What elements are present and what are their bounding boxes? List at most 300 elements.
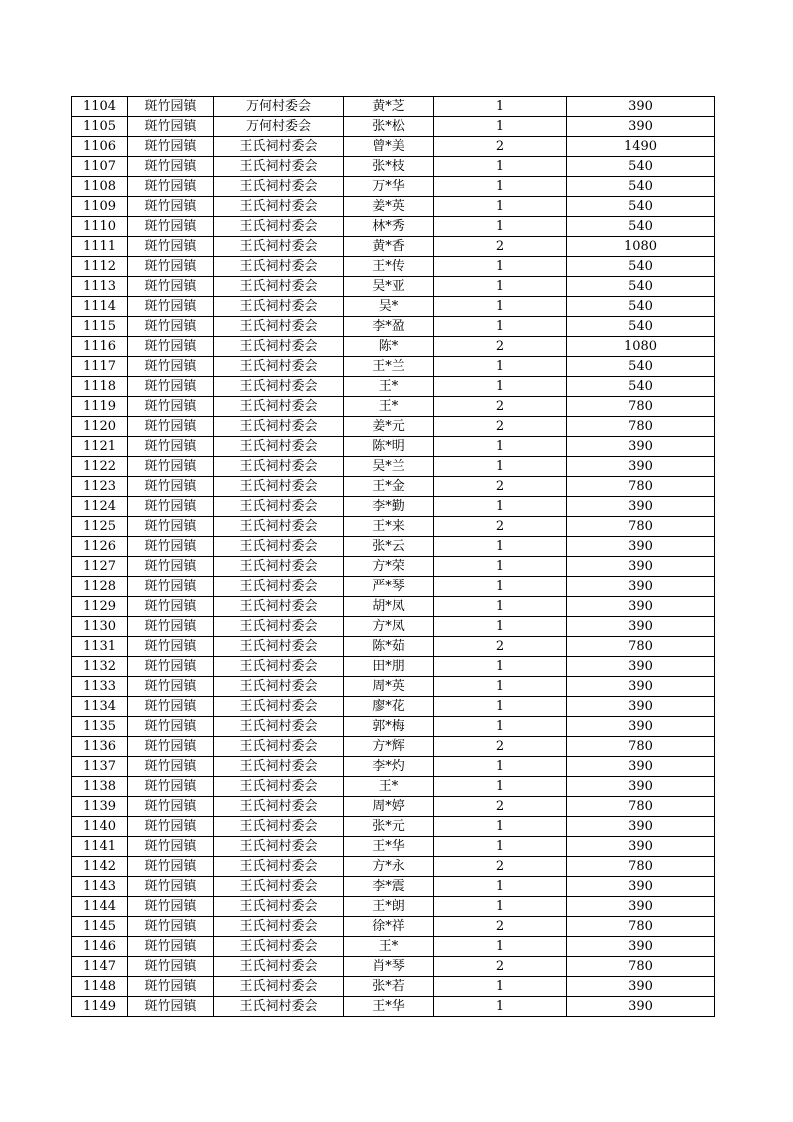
- household-count-cell: 1: [434, 257, 567, 277]
- row-number-cell: 1139: [72, 797, 128, 817]
- table-row: [72, 777, 715, 797]
- village-committee-cell: 王氏祠村委会: [214, 957, 344, 977]
- table-row: [72, 637, 715, 657]
- village-committee-cell: 王氏祠村委会: [214, 997, 344, 1017]
- name-cell: 李*盈: [344, 317, 434, 337]
- table-row: [72, 257, 715, 277]
- town-cell: 斑竹园镇: [128, 577, 214, 597]
- household-count-cell: 1: [434, 157, 567, 177]
- household-count-cell: 2: [434, 737, 567, 757]
- name-cell: 张*若: [344, 977, 434, 997]
- household-count-cell: 1: [434, 277, 567, 297]
- household-count-cell: 1: [434, 877, 567, 897]
- household-count-cell: 1: [434, 317, 567, 337]
- amount-cell: 390: [567, 877, 715, 897]
- household-count-cell: 2: [434, 237, 567, 257]
- village-committee-cell: 王氏祠村委会: [214, 237, 344, 257]
- amount-cell: 1080: [567, 237, 715, 257]
- name-cell: 王*华: [344, 837, 434, 857]
- village-committee-cell: 王氏祠村委会: [214, 477, 344, 497]
- row-number-cell: 1108: [72, 177, 128, 197]
- village-committee-cell: 王氏祠村委会: [214, 597, 344, 617]
- household-count-cell: 2: [434, 957, 567, 977]
- table-row: [72, 617, 715, 637]
- table-row: [72, 157, 715, 177]
- table-row: [72, 537, 715, 557]
- table-row: [72, 457, 715, 477]
- row-number-cell: 1133: [72, 677, 128, 697]
- town-cell: 斑竹园镇: [128, 537, 214, 557]
- household-count-cell: 2: [434, 517, 567, 537]
- town-cell: 斑竹园镇: [128, 397, 214, 417]
- table-row: [72, 197, 715, 217]
- row-number-cell: 1135: [72, 717, 128, 737]
- village-committee-cell: 王氏祠村委会: [214, 197, 344, 217]
- amount-cell: 780: [567, 797, 715, 817]
- household-count-cell: 1: [434, 977, 567, 997]
- amount-cell: 390: [567, 577, 715, 597]
- household-count-cell: 1: [434, 177, 567, 197]
- town-cell: 斑竹园镇: [128, 557, 214, 577]
- table-row: [72, 737, 715, 757]
- amount-cell: 540: [567, 217, 715, 237]
- village-committee-cell: 王氏祠村委会: [214, 277, 344, 297]
- village-committee-cell: 王氏祠村委会: [214, 697, 344, 717]
- row-number-cell: 1147: [72, 957, 128, 977]
- name-cell: 方*凤: [344, 617, 434, 637]
- town-cell: 斑竹园镇: [128, 897, 214, 917]
- table-row: [72, 677, 715, 697]
- amount-cell: 390: [567, 457, 715, 477]
- table-row: [72, 657, 715, 677]
- table-row: [72, 857, 715, 877]
- village-committee-cell: 王氏祠村委会: [214, 317, 344, 337]
- table-row: [72, 497, 715, 517]
- town-cell: 斑竹园镇: [128, 237, 214, 257]
- household-count-cell: 1: [434, 457, 567, 477]
- amount-cell: 390: [567, 717, 715, 737]
- row-number-cell: 1115: [72, 317, 128, 337]
- name-cell: 廖*花: [344, 697, 434, 717]
- row-number-cell: 1120: [72, 417, 128, 437]
- town-cell: 斑竹园镇: [128, 277, 214, 297]
- name-cell: 陈*明: [344, 437, 434, 457]
- amount-cell: 390: [567, 817, 715, 837]
- name-cell: 张*松: [344, 117, 434, 137]
- household-count-cell: 2: [434, 797, 567, 817]
- amount-cell: 780: [567, 637, 715, 657]
- row-number-cell: 1144: [72, 897, 128, 917]
- town-cell: 斑竹园镇: [128, 377, 214, 397]
- name-cell: 万*华: [344, 177, 434, 197]
- household-count-cell: 1: [434, 997, 567, 1017]
- village-committee-cell: 王氏祠村委会: [214, 917, 344, 937]
- amount-cell: 390: [567, 537, 715, 557]
- amount-cell: 780: [567, 857, 715, 877]
- table-row: [72, 957, 715, 977]
- table-row: [72, 797, 715, 817]
- household-count-cell: 2: [434, 477, 567, 497]
- village-committee-cell: 王氏祠村委会: [214, 457, 344, 477]
- name-cell: 李*震: [344, 877, 434, 897]
- town-cell: 斑竹园镇: [128, 857, 214, 877]
- amount-cell: 780: [567, 917, 715, 937]
- town-cell: 斑竹园镇: [128, 817, 214, 837]
- name-cell: 曾*美: [344, 137, 434, 157]
- village-committee-cell: 王氏祠村委会: [214, 297, 344, 317]
- household-count-cell: 1: [434, 557, 567, 577]
- name-cell: 方*荣: [344, 557, 434, 577]
- amount-cell: 390: [567, 557, 715, 577]
- amount-cell: 390: [567, 837, 715, 857]
- village-committee-cell: 王氏祠村委会: [214, 177, 344, 197]
- name-cell: 张*枝: [344, 157, 434, 177]
- data-table: [71, 96, 715, 1017]
- table-row: [72, 177, 715, 197]
- name-cell: 王*来: [344, 517, 434, 537]
- row-number-cell: 1104: [72, 97, 128, 117]
- table-row: [72, 577, 715, 597]
- household-count-cell: 2: [434, 917, 567, 937]
- name-cell: 王*: [344, 937, 434, 957]
- household-count-cell: 1: [434, 197, 567, 217]
- row-number-cell: 1131: [72, 637, 128, 657]
- town-cell: 斑竹园镇: [128, 437, 214, 457]
- town-cell: 斑竹园镇: [128, 597, 214, 617]
- town-cell: 斑竹园镇: [128, 357, 214, 377]
- village-committee-cell: 王氏祠村委会: [214, 757, 344, 777]
- village-committee-cell: 王氏祠村委会: [214, 637, 344, 657]
- town-cell: 斑竹园镇: [128, 797, 214, 817]
- row-number-cell: 1124: [72, 497, 128, 517]
- village-committee-cell: 王氏祠村委会: [214, 937, 344, 957]
- village-committee-cell: 王氏祠村委会: [214, 877, 344, 897]
- household-count-cell: 1: [434, 657, 567, 677]
- row-number-cell: 1109: [72, 197, 128, 217]
- town-cell: 斑竹园镇: [128, 757, 214, 777]
- row-number-cell: 1107: [72, 157, 128, 177]
- household-count-cell: 1: [434, 597, 567, 617]
- village-committee-cell: 王氏祠村委会: [214, 977, 344, 997]
- table-row: [72, 217, 715, 237]
- row-number-cell: 1117: [72, 357, 128, 377]
- amount-cell: 540: [567, 317, 715, 337]
- town-cell: 斑竹园镇: [128, 637, 214, 657]
- name-cell: 周*英: [344, 677, 434, 697]
- name-cell: 王*: [344, 397, 434, 417]
- amount-cell: 780: [567, 417, 715, 437]
- town-cell: 斑竹园镇: [128, 617, 214, 637]
- village-committee-cell: 王氏祠村委会: [214, 157, 344, 177]
- row-number-cell: 1132: [72, 657, 128, 677]
- amount-cell: 390: [567, 977, 715, 997]
- amount-cell: 390: [567, 697, 715, 717]
- village-committee-cell: 王氏祠村委会: [214, 417, 344, 437]
- table-row: [72, 97, 715, 117]
- amount-cell: 390: [567, 657, 715, 677]
- row-number-cell: 1134: [72, 697, 128, 717]
- household-count-cell: 1: [434, 777, 567, 797]
- town-cell: 斑竹园镇: [128, 137, 214, 157]
- name-cell: 王*: [344, 377, 434, 397]
- town-cell: 斑竹园镇: [128, 937, 214, 957]
- town-cell: 斑竹园镇: [128, 317, 214, 337]
- household-count-cell: 2: [434, 637, 567, 657]
- table-row: [72, 377, 715, 397]
- household-count-cell: 1: [434, 297, 567, 317]
- name-cell: 周*婷: [344, 797, 434, 817]
- table-row: [72, 717, 715, 737]
- household-count-cell: 1: [434, 537, 567, 557]
- name-cell: 姜*元: [344, 417, 434, 437]
- table-row: [72, 977, 715, 997]
- household-count-cell: 2: [434, 137, 567, 157]
- name-cell: 张*元: [344, 817, 434, 837]
- household-count-cell: 1: [434, 817, 567, 837]
- name-cell: 田*朋: [344, 657, 434, 677]
- town-cell: 斑竹园镇: [128, 497, 214, 517]
- table-row: [72, 297, 715, 317]
- amount-cell: 390: [567, 937, 715, 957]
- table-row: [72, 137, 715, 157]
- amount-cell: 540: [567, 257, 715, 277]
- name-cell: 王*传: [344, 257, 434, 277]
- amount-cell: 780: [567, 477, 715, 497]
- table-row: [72, 557, 715, 577]
- amount-cell: 540: [567, 277, 715, 297]
- household-count-cell: 2: [434, 857, 567, 877]
- town-cell: 斑竹园镇: [128, 697, 214, 717]
- town-cell: 斑竹园镇: [128, 337, 214, 357]
- row-number-cell: 1105: [72, 117, 128, 137]
- row-number-cell: 1114: [72, 297, 128, 317]
- row-number-cell: 1129: [72, 597, 128, 617]
- household-count-cell: 2: [434, 397, 567, 417]
- household-count-cell: 1: [434, 437, 567, 457]
- amount-cell: 390: [567, 897, 715, 917]
- town-cell: 斑竹园镇: [128, 217, 214, 237]
- name-cell: 陈*: [344, 337, 434, 357]
- household-count-cell: 2: [434, 337, 567, 357]
- name-cell: 吴*兰: [344, 457, 434, 477]
- name-cell: 黄*香: [344, 237, 434, 257]
- town-cell: 斑竹园镇: [128, 297, 214, 317]
- name-cell: 方*永: [344, 857, 434, 877]
- row-number-cell: 1121: [72, 437, 128, 457]
- name-cell: 胡*凤: [344, 597, 434, 617]
- table-row: [72, 917, 715, 937]
- row-number-cell: 1106: [72, 137, 128, 157]
- village-committee-cell: 王氏祠村委会: [214, 357, 344, 377]
- table-row: [72, 757, 715, 777]
- town-cell: 斑竹园镇: [128, 717, 214, 737]
- table-row: [72, 697, 715, 717]
- village-committee-cell: 王氏祠村委会: [214, 617, 344, 637]
- village-committee-cell: 王氏祠村委会: [214, 577, 344, 597]
- amount-cell: 390: [567, 757, 715, 777]
- row-number-cell: 1145: [72, 917, 128, 937]
- row-number-cell: 1112: [72, 257, 128, 277]
- amount-cell: 780: [567, 517, 715, 537]
- name-cell: 林*秀: [344, 217, 434, 237]
- town-cell: 斑竹园镇: [128, 197, 214, 217]
- table-row: [72, 477, 715, 497]
- town-cell: 斑竹园镇: [128, 977, 214, 997]
- amount-cell: 540: [567, 377, 715, 397]
- town-cell: 斑竹园镇: [128, 97, 214, 117]
- table-row: [72, 817, 715, 837]
- name-cell: 王*金: [344, 477, 434, 497]
- table-row: [72, 897, 715, 917]
- town-cell: 斑竹园镇: [128, 777, 214, 797]
- household-count-cell: 1: [434, 217, 567, 237]
- village-committee-cell: 王氏祠村委会: [214, 717, 344, 737]
- row-number-cell: 1127: [72, 557, 128, 577]
- amount-cell: 390: [567, 997, 715, 1017]
- name-cell: 徐*祥: [344, 917, 434, 937]
- town-cell: 斑竹园镇: [128, 117, 214, 137]
- table-row: [72, 317, 715, 337]
- town-cell: 斑竹园镇: [128, 457, 214, 477]
- row-number-cell: 1141: [72, 837, 128, 857]
- amount-cell: 540: [567, 157, 715, 177]
- name-cell: 王*华: [344, 997, 434, 1017]
- village-committee-cell: 王氏祠村委会: [214, 437, 344, 457]
- amount-cell: 390: [567, 597, 715, 617]
- village-committee-cell: 王氏祠村委会: [214, 797, 344, 817]
- household-count-cell: 1: [434, 677, 567, 697]
- household-count-cell: 2: [434, 417, 567, 437]
- household-count-cell: 1: [434, 897, 567, 917]
- row-number-cell: 1148: [72, 977, 128, 997]
- town-cell: 斑竹园镇: [128, 657, 214, 677]
- town-cell: 斑竹园镇: [128, 997, 214, 1017]
- amount-cell: 540: [567, 197, 715, 217]
- row-number-cell: 1111: [72, 237, 128, 257]
- village-committee-cell: 王氏祠村委会: [214, 537, 344, 557]
- amount-cell: 780: [567, 737, 715, 757]
- amount-cell: 780: [567, 397, 715, 417]
- table-row: [72, 417, 715, 437]
- table-row: [72, 597, 715, 617]
- village-committee-cell: 王氏祠村委会: [214, 557, 344, 577]
- table-row: [72, 877, 715, 897]
- table-row: [72, 277, 715, 297]
- amount-cell: 780: [567, 957, 715, 977]
- row-number-cell: 1140: [72, 817, 128, 837]
- row-number-cell: 1149: [72, 997, 128, 1017]
- name-cell: 王*朗: [344, 897, 434, 917]
- town-cell: 斑竹园镇: [128, 157, 214, 177]
- household-count-cell: 1: [434, 97, 567, 117]
- amount-cell: 540: [567, 177, 715, 197]
- household-count-cell: 1: [434, 357, 567, 377]
- name-cell: 黄*芝: [344, 97, 434, 117]
- table-row: [72, 337, 715, 357]
- village-committee-cell: 王氏祠村委会: [214, 677, 344, 697]
- row-number-cell: 1122: [72, 457, 128, 477]
- village-committee-cell: 王氏祠村委会: [214, 337, 344, 357]
- household-count-cell: 1: [434, 937, 567, 957]
- row-number-cell: 1116: [72, 337, 128, 357]
- village-committee-cell: 王氏祠村委会: [214, 817, 344, 837]
- row-number-cell: 1137: [72, 757, 128, 777]
- village-committee-cell: 王氏祠村委会: [214, 657, 344, 677]
- household-count-cell: 1: [434, 617, 567, 637]
- town-cell: 斑竹园镇: [128, 957, 214, 977]
- row-number-cell: 1128: [72, 577, 128, 597]
- household-count-cell: 1: [434, 697, 567, 717]
- amount-cell: 1490: [567, 137, 715, 157]
- amount-cell: 390: [567, 617, 715, 637]
- table-row: [72, 437, 715, 457]
- table-row: [72, 357, 715, 377]
- row-number-cell: 1123: [72, 477, 128, 497]
- amount-cell: 390: [567, 117, 715, 137]
- town-cell: 斑竹园镇: [128, 177, 214, 197]
- village-committee-cell: 万何村委会: [214, 97, 344, 117]
- amount-cell: 390: [567, 497, 715, 517]
- amount-cell: 390: [567, 97, 715, 117]
- row-number-cell: 1113: [72, 277, 128, 297]
- name-cell: 陈*茹: [344, 637, 434, 657]
- village-committee-cell: 王氏祠村委会: [214, 397, 344, 417]
- village-committee-cell: 王氏祠村委会: [214, 737, 344, 757]
- amount-cell: 540: [567, 357, 715, 377]
- table-row: [72, 837, 715, 857]
- town-cell: 斑竹园镇: [128, 917, 214, 937]
- name-cell: 吴*: [344, 297, 434, 317]
- name-cell: 张*云: [344, 537, 434, 557]
- village-committee-cell: 王氏祠村委会: [214, 137, 344, 157]
- amount-cell: 390: [567, 777, 715, 797]
- name-cell: 姜*英: [344, 197, 434, 217]
- village-committee-cell: 王氏祠村委会: [214, 217, 344, 237]
- table-row: [72, 997, 715, 1017]
- name-cell: 郭*梅: [344, 717, 434, 737]
- village-committee-cell: 王氏祠村委会: [214, 377, 344, 397]
- village-committee-cell: 王氏祠村委会: [214, 897, 344, 917]
- household-count-cell: 1: [434, 497, 567, 517]
- village-committee-cell: 王氏祠村委会: [214, 257, 344, 277]
- amount-cell: 1080: [567, 337, 715, 357]
- row-number-cell: 1138: [72, 777, 128, 797]
- table-row: [72, 237, 715, 257]
- table-body: [72, 97, 715, 1017]
- household-count-cell: 1: [434, 577, 567, 597]
- row-number-cell: 1126: [72, 537, 128, 557]
- row-number-cell: 1143: [72, 877, 128, 897]
- amount-cell: 390: [567, 437, 715, 457]
- town-cell: 斑竹园镇: [128, 877, 214, 897]
- village-committee-cell: 万何村委会: [214, 117, 344, 137]
- table-row: [72, 117, 715, 137]
- household-count-cell: 1: [434, 717, 567, 737]
- row-number-cell: 1118: [72, 377, 128, 397]
- town-cell: 斑竹园镇: [128, 737, 214, 757]
- row-number-cell: 1142: [72, 857, 128, 877]
- household-count-cell: 1: [434, 757, 567, 777]
- name-cell: 吴*亚: [344, 277, 434, 297]
- name-cell: 王*兰: [344, 357, 434, 377]
- village-committee-cell: 王氏祠村委会: [214, 777, 344, 797]
- row-number-cell: 1130: [72, 617, 128, 637]
- village-committee-cell: 王氏祠村委会: [214, 857, 344, 877]
- name-cell: 王*: [344, 777, 434, 797]
- town-cell: 斑竹园镇: [128, 257, 214, 277]
- name-cell: 李*灼: [344, 757, 434, 777]
- village-committee-cell: 王氏祠村委会: [214, 517, 344, 537]
